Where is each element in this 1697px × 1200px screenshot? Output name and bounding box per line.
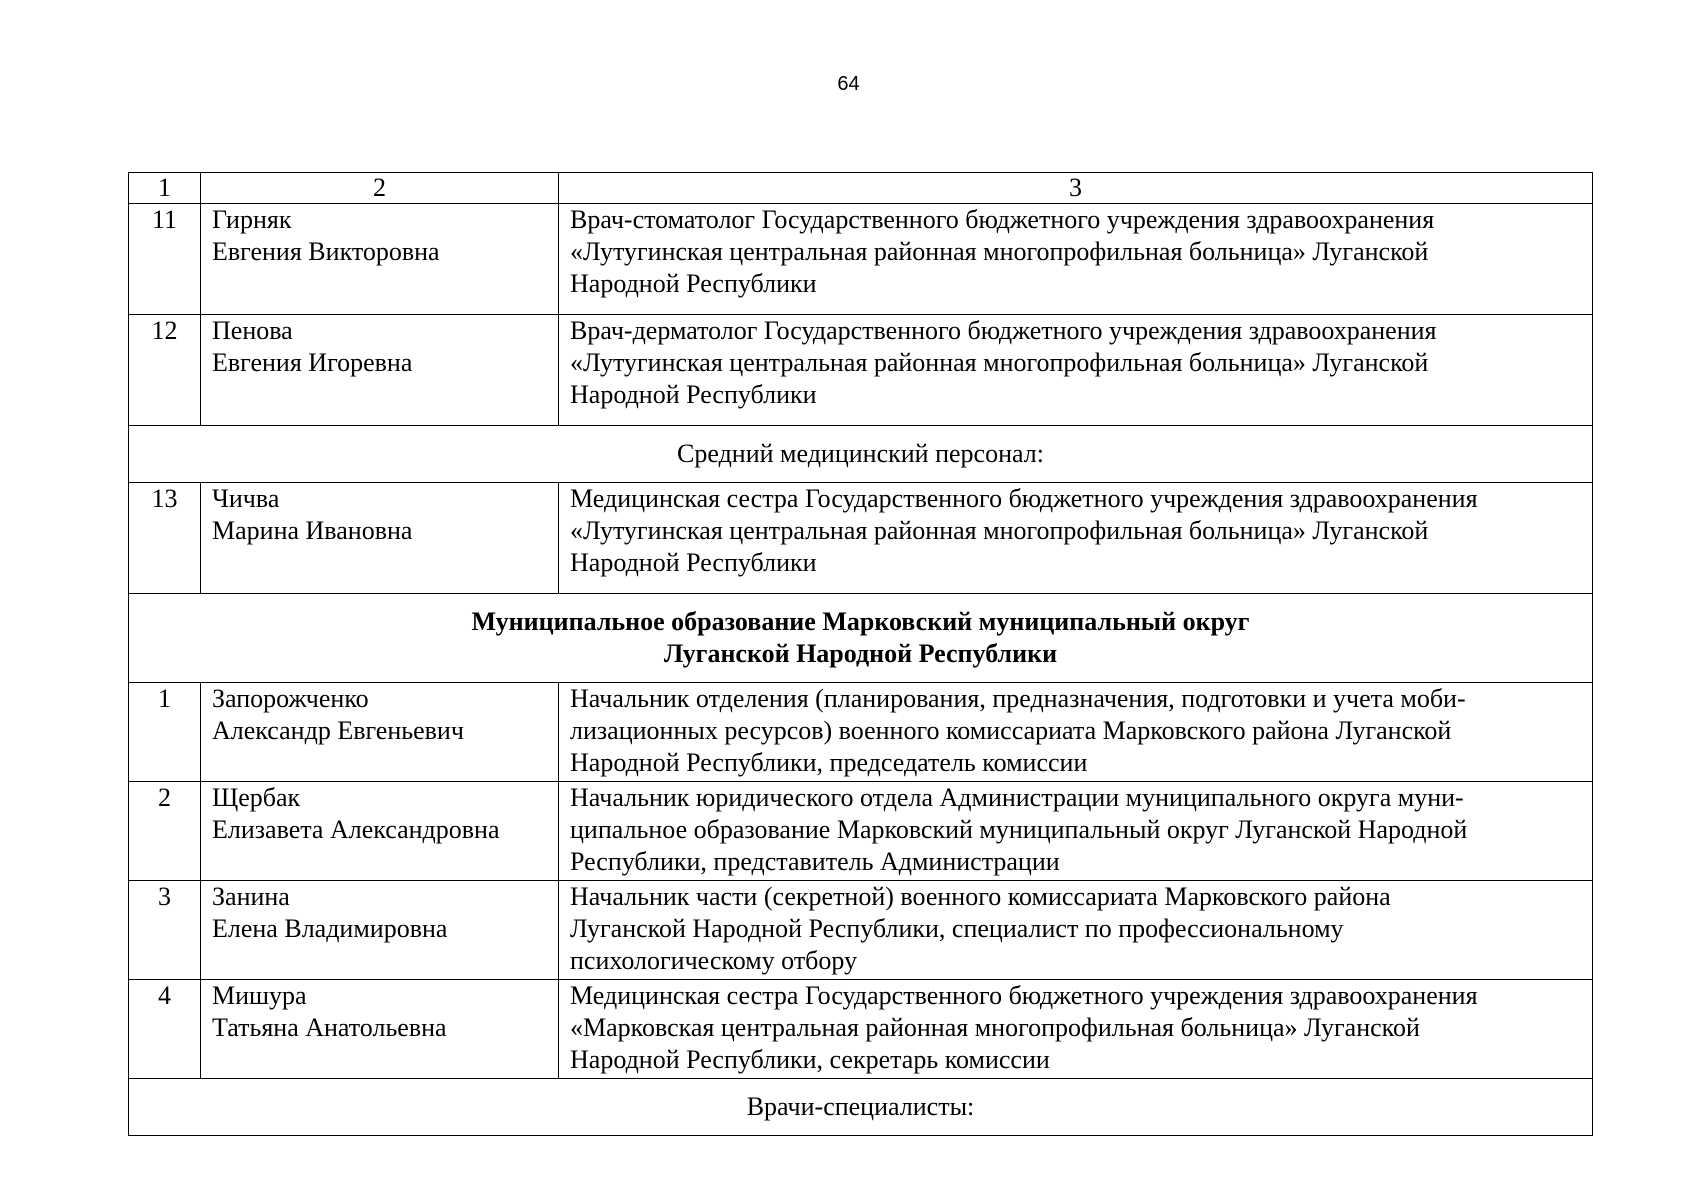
description-line: Начальник отделения (планирования, предназначения, подготовки и учета моби- (570, 684, 1466, 713)
given-names: Евгения Викторовна (212, 237, 440, 266)
person-name (201, 881, 559, 980)
table-row (129, 683, 1593, 782)
given-names: Евгения Игоревна (212, 348, 413, 377)
heading-line: Луганской Народной Республики (663, 639, 1058, 668)
group-heading-row (129, 594, 1593, 683)
heading-line: Муниципальное образование Марковский муниципальный округ (471, 607, 1250, 636)
row-number: 11 (129, 204, 201, 315)
row-number: 2 (129, 782, 201, 881)
person-name (201, 683, 559, 782)
section-title: Средний медицинский персонал: (129, 426, 1593, 483)
given-names: Александр Евгеньевич (212, 716, 464, 745)
section-title: Врачи-специалисты: (129, 1079, 1593, 1136)
description-line: Врач-стоматолог Государственного бюджетного учреждения здравоохранения (570, 205, 1435, 234)
position-description (559, 683, 1593, 782)
position-description (559, 782, 1593, 881)
person-name (201, 204, 559, 315)
description-line: Луганской Народной Республики, специалист по профессиональному (570, 914, 1344, 943)
given-names: Марина Ивановна (212, 516, 413, 545)
description-line: «Лутугинская центральная районная многопрофильная больница» Луганской (570, 516, 1429, 545)
description-line: Народной Республики, председатель комиссии (570, 748, 1088, 777)
section-row-specialists (129, 1079, 1593, 1136)
given-names: Елизавета Александровна (212, 815, 500, 844)
description-line: лизационных ресурсов) военного комиссариата Марковского района Луганской (570, 716, 1452, 745)
person-name (201, 315, 559, 426)
description-line: «Лутугинская центральная районная многопрофильная больница» Луганской (570, 237, 1429, 266)
surname: Чичва (212, 484, 280, 513)
description-line: психологическому отбору (570, 946, 858, 975)
surname: Щербак (212, 783, 301, 812)
description-line: Начальник части (секретной) военного комиссариата Марковского района (570, 882, 1391, 911)
given-names: Татьяна Анатольевна (212, 1013, 447, 1042)
row-number: 12 (129, 315, 201, 426)
row-number: 13 (129, 483, 201, 594)
table-row (129, 980, 1593, 1079)
commission-roster-table (128, 172, 1593, 1136)
table-row (129, 204, 1593, 315)
description-line: Народной Республики (570, 380, 817, 409)
surname: Гирняк (212, 205, 292, 234)
surname: Мишура (212, 981, 307, 1010)
position-description (559, 980, 1593, 1079)
description-line: Народной Республики (570, 269, 817, 298)
position-description (559, 881, 1593, 980)
description-line: Медицинская сестра Государственного бюджетного учреждения здравоохранения (570, 981, 1478, 1010)
section-row-mid-staff (129, 426, 1593, 483)
description-line: Народной Республики, секретарь комиссии (570, 1045, 1050, 1074)
column-number-2: 2 (201, 173, 559, 204)
municipality-heading (129, 594, 1593, 683)
person-name (201, 980, 559, 1079)
column-number-3: 3 (559, 173, 1593, 204)
position-description (559, 204, 1593, 315)
position-description (559, 483, 1593, 594)
page-number: 64 (837, 73, 860, 95)
surname: Пенова (212, 316, 293, 345)
table-row (129, 483, 1593, 594)
description-line: Врач-дерматолог Государственного бюджетного учреждения здравоохранения (570, 316, 1437, 345)
table-row (129, 881, 1593, 980)
row-number: 1 (129, 683, 201, 782)
description-line: Народной Республики (570, 548, 817, 577)
row-number: 3 (129, 881, 201, 980)
description-line: Медицинская сестра Государственного бюджетного учреждения здравоохранения (570, 484, 1478, 513)
person-name (201, 483, 559, 594)
surname: Занина (212, 882, 290, 911)
row-number: 4 (129, 980, 201, 1079)
table-header-row (129, 173, 1593, 204)
description-line: Начальник юридического отдела Администрации муниципального округа муни- (570, 783, 1464, 812)
position-description (559, 315, 1593, 426)
person-name (201, 782, 559, 881)
description-line: «Лутугинская центральная районная многопрофильная больница» Луганской (570, 348, 1429, 377)
column-number-1: 1 (129, 173, 201, 204)
given-names: Елена Владимировна (212, 914, 448, 943)
description-line: ципальное образование Марковский муниципальный округ Луганской Народной (570, 815, 1468, 844)
table-row (129, 782, 1593, 881)
description-line: «Марковская центральная районная многопрофильная больница» Луганской (570, 1013, 1420, 1042)
surname: Запорожченко (212, 684, 369, 713)
table-row (129, 315, 1593, 426)
description-line: Республики, представитель Администрации (570, 847, 1060, 876)
